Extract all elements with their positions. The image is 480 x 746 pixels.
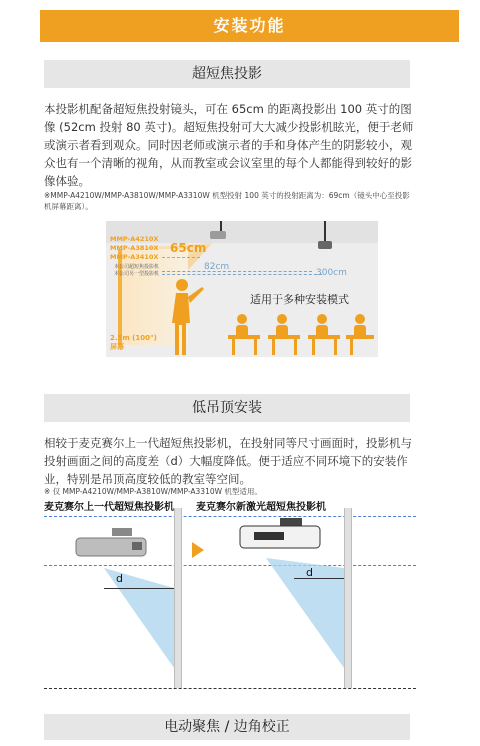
previous-model-caption: 麦克赛尔上一代超短焦投影机 [44,502,174,513]
caption-line-2: 本公司另一型投影机 [114,271,160,277]
classroom-diagram [106,221,378,357]
section-title-motor-focus: 电动聚焦 / 边角校正 [44,714,410,740]
installation-mode-label: 适用于多种安装模式 [250,293,349,306]
screen-size-label: 2.5m (100") [110,334,157,342]
beam-right [44,548,346,688]
audience-icon [224,311,374,357]
previous-projector-icon [72,528,152,568]
new-projector-icon [234,518,324,558]
dim-line-82 [162,271,312,272]
distance-300cm: 300cm [316,268,347,278]
screen-label: 屏幕 [110,343,124,351]
low-ceiling-paragraph: 相较于麦克赛尔上一代超短焦投影机，在投射同等尺寸画面时，投影机与投射画面之间的高度差（d）大幅度降低。便于适应不同环境下的安装作业，特别是吊顶高度较低的教室等空间。 [44,436,412,486]
projector-far-icon [318,241,332,249]
dim-line-65 [162,257,200,258]
distance-82cm: 82cm [204,262,230,272]
model-label-3: MMP-A3410X [110,253,159,261]
caption-line-1: 本公司超短焦投影机 [114,264,160,270]
d-marker-left [104,588,174,589]
model-label-1: MMP-A4210X [110,235,159,243]
throw-distance-note: ※MMP-A4210W/MMP-A3810W/MMP-A3310W 机型投射 100 英寸的投射距离为：69cm（镜头中心至投影机屏幕距离）。 [44,191,410,211]
section-title-low-ceiling: 低吊顶安装 [44,394,410,422]
distance-65cm: 65cm [170,241,207,255]
section-header: 安装功能 [40,10,459,42]
floor-line [44,688,416,689]
low-ceiling-note: ※ 仅 MMP-A4210W/MMP-A3810W/MMP-A3310W 机型适用。 [44,487,262,496]
model-label-2: MMP-A3810X [110,244,159,252]
projector-near-icon [210,231,226,239]
section-title-ultra-short-throw: 超短焦投影 [44,60,410,88]
d-marker-right [294,578,344,579]
height-diff-previous: d [116,572,123,585]
height-diff-new: d [306,566,313,579]
dim-line-300 [162,274,322,275]
new-model-caption: 麦克赛尔新激光超短焦投影机 [196,502,326,513]
ultra-short-throw-paragraph: 本投影机配备超短焦投射镜头，可在 65cm 的距离投影出 100 英寸的图像 (52cm 投射 80 英寸)。超短焦投射可大大减少投影机眩光，便于老师或演示者看到观众。同时因老师或演示者的手和身体产生的阴影较小，观众也有一个清晰的视角，从而教室或会议室里的每个人都能得到较好的影像体验。 [44,102,414,188]
low-ceiling-diagram [44,498,416,698]
comparison-arrow-icon [192,542,204,558]
ceiling-line-new [44,516,416,517]
presenter-icon [168,277,208,357]
